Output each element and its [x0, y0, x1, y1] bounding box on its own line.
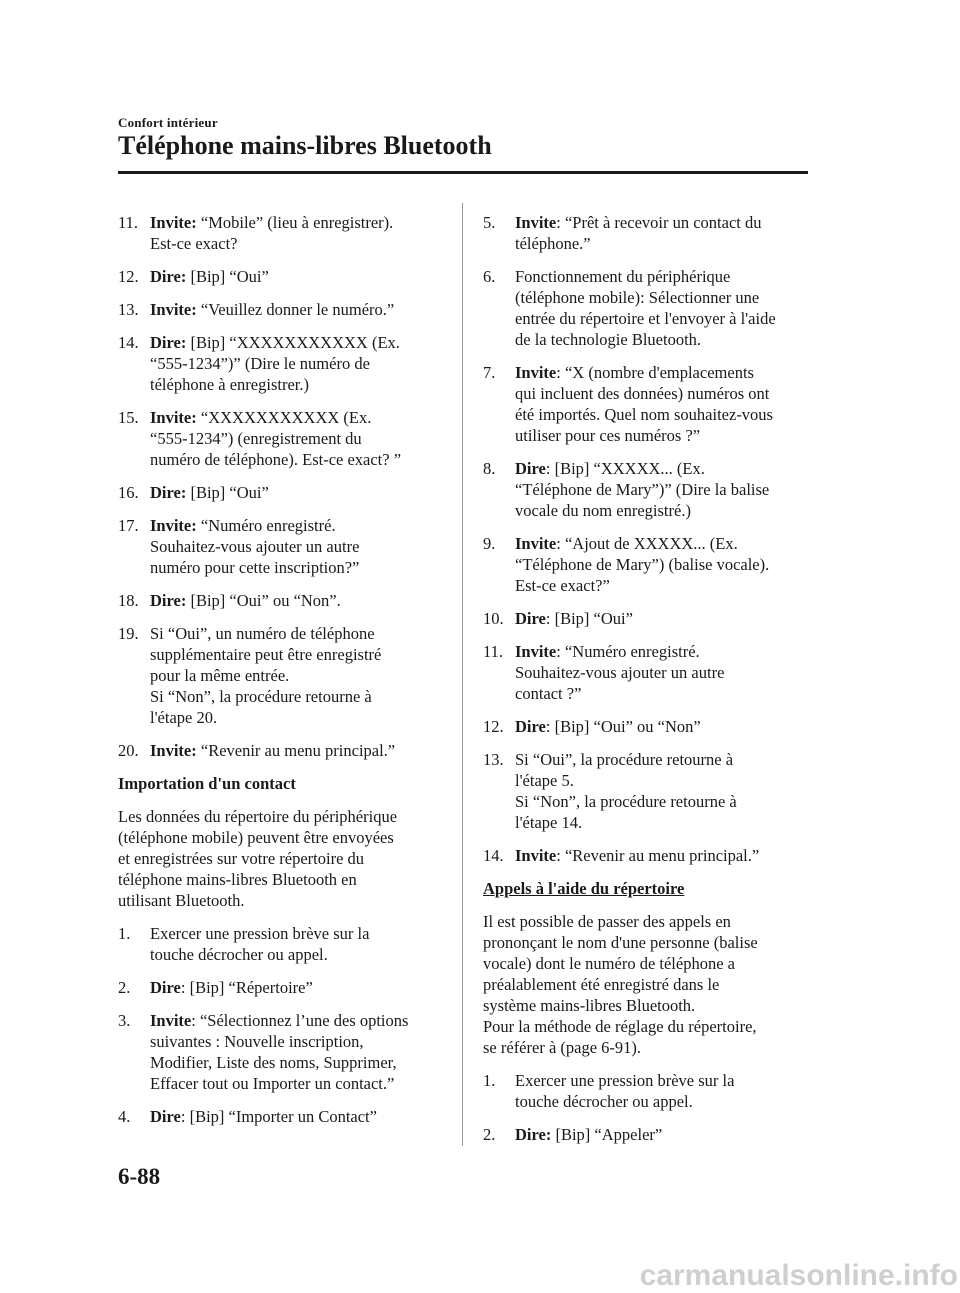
step-text: “Téléphone de Mary”)” (Dire la balise: [515, 480, 770, 499]
step-item: [483, 362, 808, 446]
step-line: [150, 1106, 443, 1127]
step-text: Est-ce exact?: [150, 234, 238, 253]
step-line: [150, 374, 443, 395]
step-keyword: Invite:: [150, 741, 197, 760]
step-text: Si “Oui”, la procédure retourne à: [515, 750, 734, 769]
paragraph-line: système mains-libres Bluetooth.: [483, 996, 696, 1015]
step-item: [483, 1124, 808, 1145]
step-text: Exercer une pression brève sur la: [150, 924, 370, 943]
step-line: [515, 233, 808, 254]
step-keyword: Dire: [150, 1107, 181, 1126]
step-text: (téléphone mobile): Sélectionner une: [515, 288, 760, 307]
step-text: : [Bip] “Oui”: [545, 609, 633, 628]
step-line: [515, 641, 808, 662]
step-text: “Numéro enregistré.: [200, 516, 336, 535]
step-text: entrée du répertoire et l'envoyer à l'aide: [515, 309, 776, 328]
step-keyword: Invite: [150, 1011, 192, 1030]
steps-list: [483, 212, 808, 866]
step-line: [150, 623, 443, 644]
step-line: [150, 740, 443, 761]
step-line: [150, 977, 443, 998]
right-column: [483, 212, 808, 1157]
step-text: : [Bip] “Oui” ou “Non”: [545, 717, 701, 736]
step-item: [118, 923, 443, 965]
step-text: “Veuillez donner le numéro.”: [200, 300, 395, 319]
step-text: contact ?”: [515, 684, 582, 703]
step-number: 15.: [118, 408, 139, 427]
step-text: numéro pour cette inscription?”: [150, 558, 360, 577]
paragraph-line: prononçant le nom d'une personne (balise: [483, 933, 758, 952]
steps-list: [118, 923, 443, 1127]
step-keyword: Dire:: [515, 1125, 552, 1144]
step-text: Effacer tout ou Importer un contact.”: [150, 1074, 395, 1093]
step-keyword: Dire: [150, 978, 181, 997]
step-text: été importés. Quel nom souhaitez-vous: [515, 405, 773, 424]
step-text: : “Sélectionnez l’une des options: [191, 1011, 409, 1030]
paragraph-line: Les données du répertoire du périphérique: [118, 807, 398, 826]
step-text: touche décrocher ou appel.: [150, 945, 328, 964]
step-text: : “X (nombre d'emplacements: [556, 363, 754, 382]
step-keyword: Dire: [515, 459, 546, 478]
page-number: 6-88: [118, 1164, 161, 1189]
subheading: Importation d'un contact: [118, 774, 296, 793]
step-number: 19.: [118, 624, 139, 643]
step-item: [118, 212, 443, 254]
step-line: [150, 266, 443, 287]
step-text: utiliser pour ces numéros ?”: [515, 426, 701, 445]
step-text: : [Bip] “Importer un Contact”: [180, 1107, 377, 1126]
step-text: téléphone à enregistrer.): [150, 375, 309, 394]
step-text: Souhaitez-vous ajouter un autre: [515, 663, 725, 682]
paragraph-line: utilisant Bluetooth.: [118, 891, 245, 910]
step-item: [118, 482, 443, 503]
step-line: [150, 233, 443, 254]
intro-paragraph: [483, 911, 808, 1058]
step-text: de la technologie Bluetooth.: [515, 330, 702, 349]
step-keyword: Invite:: [150, 300, 197, 319]
step-line: [150, 449, 443, 470]
step-line: [150, 1073, 443, 1094]
step-line: [150, 557, 443, 578]
step-number: 13.: [118, 300, 139, 319]
step-line: [515, 608, 808, 629]
step-item: [483, 845, 808, 866]
step-text: pour la même entrée.: [150, 666, 290, 685]
subheading: Appels à l'aide du répertoire: [483, 879, 685, 898]
step-item: [118, 407, 443, 470]
step-line: [150, 212, 443, 233]
step-keyword: Invite: [515, 846, 557, 865]
step-keyword: Dire: [515, 609, 546, 628]
step-text: qui incluent des données) numéros ont: [515, 384, 770, 403]
step-text: “Revenir au menu principal.”: [200, 741, 396, 760]
paragraph-line: et enregistrées sur votre répertoire du: [118, 849, 365, 868]
step-text: Si “Oui”, un numéro de téléphone: [150, 624, 375, 643]
step-line: [150, 407, 443, 428]
step-keyword: Invite: [515, 642, 557, 661]
step-text: Est-ce exact?”: [515, 576, 610, 595]
step-text: supplémentaire peut être enregistré: [150, 645, 382, 664]
step-keyword: Invite:: [150, 408, 197, 427]
step-line: [515, 662, 808, 683]
step-line: [150, 923, 443, 944]
left-column: [118, 212, 443, 1139]
step-text: téléphone.”: [515, 234, 591, 253]
step-line: [515, 683, 808, 704]
step-text: Souhaitez-vous ajouter un autre: [150, 537, 360, 556]
step-number: 12.: [483, 717, 504, 736]
step-number: 2.: [483, 1125, 496, 1144]
step-line: [515, 554, 808, 575]
step-line: [515, 329, 808, 350]
step-number: 14.: [118, 333, 139, 352]
step-item: [118, 332, 443, 395]
step-text: Si “Non”, la procédure retourne à: [150, 687, 372, 706]
step-number: 6.: [483, 267, 496, 286]
step-number: 10.: [483, 609, 504, 628]
step-line: [515, 383, 808, 404]
step-line: [150, 515, 443, 536]
step-number: 13.: [483, 750, 504, 769]
step-keyword: Dire:: [150, 591, 187, 610]
step-line: [150, 428, 443, 449]
step-number: 8.: [483, 459, 496, 478]
step-number: 4.: [118, 1107, 131, 1126]
step-text: : “Ajout de XXXXX... (Ex.: [556, 534, 738, 553]
step-item: [483, 608, 808, 629]
step-text: “555-1234”)” (Dire le numéro de: [150, 354, 370, 373]
step-text: l'étape 20.: [150, 708, 218, 727]
step-text: touche décrocher ou appel.: [515, 1092, 693, 1111]
step-item: [118, 977, 443, 998]
step-line: [515, 1091, 808, 1112]
step-text: : “Numéro enregistré.: [556, 642, 700, 661]
step-text: vocale du nom enregistré.): [515, 501, 691, 520]
paragraph-line: préalablement été enregistré dans le: [483, 975, 720, 994]
title-rule: [118, 171, 808, 174]
step-text: [Bip] “Oui”: [190, 267, 269, 286]
step-text: “XXXXXXXXXXX (Ex.: [200, 408, 372, 427]
page-title: Téléphone mains-libres Bluetooth: [118, 131, 492, 160]
step-text: [Bip] “Oui”: [190, 483, 269, 502]
step-line: [150, 1031, 443, 1052]
step-keyword: Dire:: [150, 483, 187, 502]
step-line: [515, 404, 808, 425]
step-line: [515, 500, 808, 521]
step-line: [150, 944, 443, 965]
paragraph-line: se référer à (page 6-91).: [483, 1038, 642, 1057]
step-number: 11.: [483, 642, 504, 661]
step-text: [Bip] “Appeler”: [555, 1125, 663, 1144]
step-line: [150, 299, 443, 320]
step-item: [483, 1070, 808, 1112]
step-line: [150, 590, 443, 611]
step-number: 7.: [483, 363, 496, 382]
step-number: 2.: [118, 978, 131, 997]
step-text: suivantes : Nouvelle inscription,: [150, 1032, 364, 1051]
step-line: [515, 266, 808, 287]
step-text: “555-1234”) (enregistrement du: [150, 429, 362, 448]
step-line: [515, 791, 808, 812]
step-item: [483, 212, 808, 254]
step-item: [483, 266, 808, 350]
intro-paragraph: [118, 806, 443, 911]
step-line: [515, 1124, 808, 1145]
step-number: 9.: [483, 534, 496, 553]
step-text: “Mobile” (lieu à enregistrer).: [200, 213, 394, 232]
step-number: 17.: [118, 516, 139, 535]
step-text: Modifier, Liste des noms, Supprimer,: [150, 1053, 397, 1072]
step-keyword: Invite: [515, 534, 557, 553]
step-text: : “Revenir au menu principal.”: [556, 846, 760, 865]
step-number: 12.: [118, 267, 139, 286]
step-text: [Bip] “Oui” ou “Non”.: [190, 591, 341, 610]
step-line: [150, 1010, 443, 1031]
step-line: [515, 425, 808, 446]
step-item: [118, 623, 443, 728]
step-keyword: Dire:: [150, 267, 187, 286]
step-line: [515, 749, 808, 770]
step-number: 11.: [118, 213, 139, 232]
step-text: l'étape 14.: [515, 813, 583, 832]
step-keyword: Invite:: [150, 213, 197, 232]
step-item: [118, 740, 443, 761]
step-number: 3.: [118, 1011, 131, 1030]
step-text: “Téléphone de Mary”) (balise vocale).: [515, 555, 770, 574]
step-number: 16.: [118, 483, 139, 502]
step-line: [150, 482, 443, 503]
step-line: [515, 716, 808, 737]
step-line: [515, 770, 808, 791]
step-line: [515, 845, 808, 866]
section-label: Confort intérieur: [118, 115, 218, 130]
steps-list: [118, 212, 443, 761]
step-keyword: Invite: [515, 363, 557, 382]
step-line: [515, 458, 808, 479]
step-line: [515, 287, 808, 308]
step-item: [118, 590, 443, 611]
step-line: [150, 536, 443, 557]
step-line: [515, 812, 808, 833]
step-item: [483, 533, 808, 596]
step-line: [150, 686, 443, 707]
watermark: carmanualsonline.info: [639, 1259, 958, 1292]
step-keyword: Invite: [515, 213, 557, 232]
paragraph-line: téléphone mains-libres Bluetooth en: [118, 870, 357, 889]
step-text: Exercer une pression brève sur la: [515, 1071, 735, 1090]
step-line: [515, 533, 808, 554]
step-item: [483, 458, 808, 521]
paragraph-line: Il est possible de passer des appels en: [483, 912, 731, 931]
step-item: [118, 299, 443, 320]
column-divider: [462, 203, 463, 1146]
step-number: 5.: [483, 213, 496, 232]
step-text: numéro de téléphone). Est-ce exact? ”: [150, 450, 402, 469]
step-text: [Bip] “XXXXXXXXXXX (Ex.: [190, 333, 400, 352]
step-item: [483, 641, 808, 704]
step-item: [118, 515, 443, 578]
step-item: [118, 1106, 443, 1127]
step-number: 14.: [483, 846, 504, 865]
paragraph-line: vocale) dont le numéro de téléphone a: [483, 954, 735, 973]
paragraph-line: Pour la méthode de réglage du répertoire,: [483, 1017, 757, 1036]
step-number: 20.: [118, 741, 139, 760]
step-number: 1.: [483, 1071, 496, 1090]
step-item: [483, 716, 808, 737]
step-text: Si “Non”, la procédure retourne à: [515, 792, 737, 811]
step-keyword: Dire: [515, 717, 546, 736]
step-line: [515, 362, 808, 383]
step-item: [118, 266, 443, 287]
step-text: : [Bip] “XXXXX... (Ex.: [545, 459, 705, 478]
step-item: [118, 1010, 443, 1094]
step-line: [515, 1070, 808, 1091]
step-line: [150, 353, 443, 374]
step-line: [515, 575, 808, 596]
paragraph-line: (téléphone mobile) peuvent être envoyées: [118, 828, 394, 847]
step-keyword: Dire:: [150, 333, 187, 352]
step-line: [150, 707, 443, 728]
step-text: : “Prêt à recevoir un contact du: [556, 213, 762, 232]
step-line: [150, 665, 443, 686]
step-line: [150, 332, 443, 353]
step-keyword: Invite:: [150, 516, 197, 535]
step-text: l'étape 5.: [515, 771, 574, 790]
step-line: [515, 308, 808, 329]
step-line: [150, 644, 443, 665]
step-number: 18.: [118, 591, 139, 610]
step-text: : [Bip] “Répertoire”: [180, 978, 313, 997]
step-line: [150, 1052, 443, 1073]
steps-list: [483, 1070, 808, 1145]
step-line: [515, 212, 808, 233]
step-line: [515, 479, 808, 500]
step-text: Fonctionnement du périphérique: [515, 267, 731, 286]
step-item: [483, 749, 808, 833]
step-number: 1.: [118, 924, 131, 943]
